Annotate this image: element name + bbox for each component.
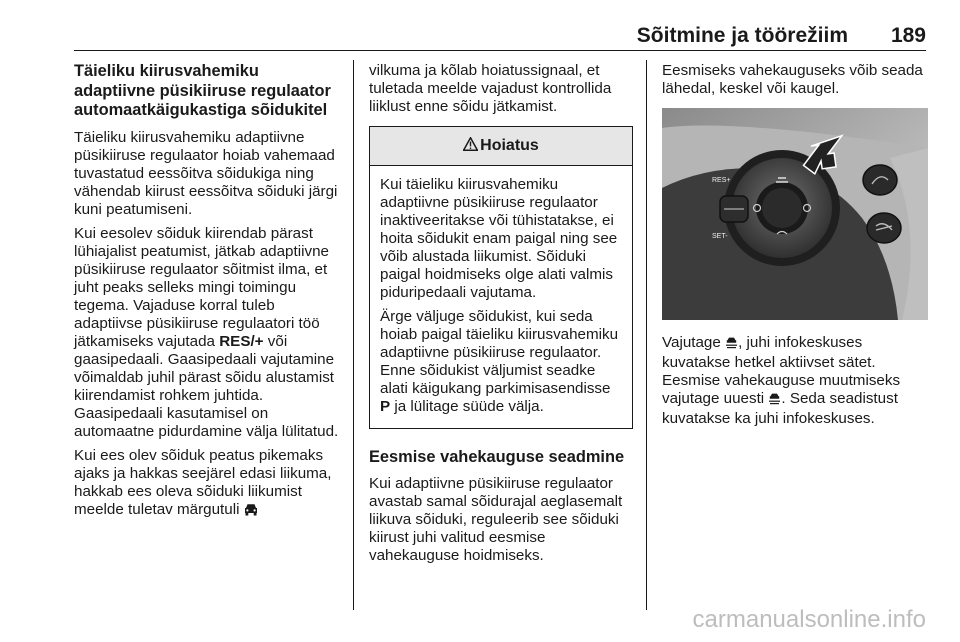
park-position-label: P [380,398,391,415]
section-heading-gap-setting: Eesmise vahekauguse seadmine [369,448,625,466]
paragraph: vilkuma ja kõlab hoiatussignaal, et tuletada meelde vajadust kontrollida liiklust enne sõidu jätkamist. [369,62,612,115]
warning-triangle-icon [463,137,478,156]
column-3 [662,62,928,434]
warning-box [369,126,633,429]
section-heading-full-speed-acc: Täieliku kiirusvahemiku adaptiivne püsikiiruse regulaator automaatkäigukastiga sõidukitel [74,62,331,119]
warning-title: Hoiatus [480,137,539,154]
following-distance-icon [725,336,738,354]
warning-body [370,166,632,428]
warning-text: Ärge väljuge sõidukist, kui seda hoiab paigal täieliku kiirusvahemiku adaptiivne püsikiiruse regulaator. Enne sõidukist väljumist seadke alati käigukang parkimisasendisse [380,308,619,397]
res-plus-photo-label: RES+ [712,177,731,184]
watermark: carmanualsonline.info [692,606,926,633]
paragraph-text: Vajutage [662,334,721,351]
page-title: Sõitmine ja töörežiim [636,24,848,47]
warning-header [370,127,632,166]
warning-text: ja lülitage süüde välja. [394,398,544,415]
vehicle-ahead-icon [244,503,258,521]
paragraph-text: Kui ees olev sõiduk peatus pikemaks ajaks ja hakkas seejärel edasi liikuma, hakkab ees oleva sõiduki liikumist meelde tuletav märgutuli [74,446,332,518]
paragraph-text: , juhi infokeskuses kuvatakse hetkel aktiivset sätet. Eesmise vahekauguse muutmiseks vajutage uuesti [662,334,901,407]
warning-paragraph: Kui täieliku kiirusvahemiku adaptiivne püsikiiruse regulaator inaktiveeritakse või tühistatakse, ei hoita sõidukit enam paigal ning see võib alustada liikumist. Sõiduki paigal hoidmiseks olge alati valmis piduripedaali vajutama. [380,176,618,301]
set-minus-photo-label: SET- [712,233,728,240]
page-header [74,24,926,48]
column-2 [369,62,633,571]
warning-paragraph [380,308,622,416]
paragraph-text: või gaasipedaali. Gaasipedaali vajutamine võimaldab juhil pärast sõidu alustamist kiirendamist rohkem juhtida. Gaasipedaali kasutamisel on automaatne pidurdamine välja lülitatud. [74,332,339,440]
paragraph: Eesmiseks vahekauguseks võib seada lähedal, keskel või kaugel. [662,62,923,97]
page-number: 189 [890,24,926,47]
column-divider-2 [646,60,647,610]
paragraph [74,225,342,441]
steering-wheel-controls-photo [662,108,928,320]
following-distance-icon [768,392,781,410]
res-plus-label: RES/+ [219,332,264,350]
header-rule [74,50,926,51]
paragraph [662,334,928,428]
paragraph: Kui adaptiivne püsikiiruse regulaator avastab samal sõidurajal aeglasemalt liikuva sõiduki, reguleerib see sõiduki kiirust juhi valitud eesmise vahekauguse hoidmiseks. [369,475,623,564]
paragraph-text: Kui eesolev sõiduk kiirendab pärast lühiajalist peatumist, jätkab adaptiivne püsikiiruse regulaator sõitmist ilma, et juht peaks selleks mingi toimingu tegema. Vajaduse korral tuleb adaptiivse püsikiiruse regulaatori töö jätkamiseks vajutada [74,224,329,350]
column-1 [74,62,342,527]
column-divider-1 [353,60,354,610]
paragraph: Täieliku kiirusvahemiku adaptiivne püsikiiruse regulaator hoiab vahemaad tuvastatud eessõitva sõidukiga ning vähendab kiirust eessõitva sõiduki järgi kuni peatumiseni. [74,128,338,218]
paragraph-text: . Seda seadistust kuvatakse ka juhi infokeskuses. [662,390,898,427]
paragraph [74,447,342,521]
